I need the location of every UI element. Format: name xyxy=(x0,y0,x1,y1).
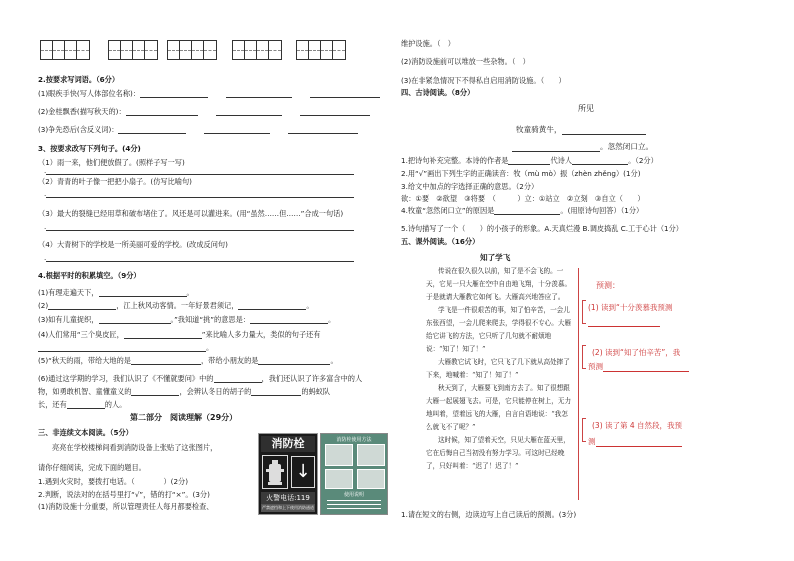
answer-blank[interactable] xyxy=(310,90,380,98)
poem-section-title: 四、古诗阅读。（8分） xyxy=(401,88,475,97)
instr-step-4 xyxy=(357,469,385,489)
sign-note: 严禁遮挡和上下使用消防通道 xyxy=(262,505,314,510)
answer-blank[interactable] xyxy=(131,357,201,365)
q4-l2: (2) ，江上秋风动客情。一年好景君须记， 。 xyxy=(38,301,314,310)
answer-blank[interactable] xyxy=(99,289,187,297)
sign-title: 消防栓 xyxy=(261,436,315,452)
answer-blank[interactable] xyxy=(38,344,206,352)
instr-title: 消防栓使用方法 xyxy=(336,437,372,443)
down-arrow-icon: ↓ xyxy=(291,456,315,488)
q2-line1: (1)眼疾手快(写人体部位名称)： xyxy=(38,90,380,98)
nonlinear-q2-1: (1)消防设施十分重要，所以管理责任人每月都要检查、 xyxy=(38,502,214,511)
reading-section-title: 五、课外阅读。（16分） xyxy=(401,237,480,246)
instr-step-3 xyxy=(325,469,353,489)
q3-s2-answer: . xyxy=(44,190,354,198)
answer-blank[interactable] xyxy=(562,127,646,135)
answer-blank[interactable] xyxy=(588,319,660,327)
q-nonlinear-title: 三、非连续文本阅读。（5分） xyxy=(38,428,133,437)
poem-line1: 牧童骑黄牛， xyxy=(516,126,646,135)
q4-l4-cont: 。 xyxy=(38,344,213,352)
writing-grid-5[interactable] xyxy=(296,40,346,60)
nonlinear-q2: 2.判断，说法对的在括号里打“√”，错的打“×”。(3分) xyxy=(38,490,210,499)
answer-line[interactable] xyxy=(46,167,354,175)
answer-blank[interactable] xyxy=(494,207,560,215)
bracket xyxy=(582,300,586,324)
q4-l3: (3)如有儿童捉织， 。”我知道“挑”的意思是： 。 xyxy=(38,315,336,324)
poem-q3-opts: 欲：①要 ②欲望 ③将要 （ ）立：①站立 ②立刻 ③自立（ ） xyxy=(401,194,645,203)
answer-blank[interactable] xyxy=(226,90,292,98)
prediction-1: (1) 读到“十分羡慕我预测 xyxy=(588,303,673,312)
q3-title: 3、按要求改写下列句子。(4分) xyxy=(38,144,141,153)
answer-blank[interactable] xyxy=(288,126,358,134)
nonlinear-p1: 亮亮在学校楼梯间看到消防设备上张贴了这张图片， xyxy=(52,443,218,452)
answer-blank[interactable] xyxy=(572,157,628,165)
prediction-3: (3) 读了第 4 自然段，我预 xyxy=(592,421,683,430)
answer-blank[interactable] xyxy=(126,108,198,116)
answer-blank[interactable] xyxy=(512,144,600,152)
nonlinear-q1: 1.遇到火灾时，要拨打电话。（ ）(2分) xyxy=(38,477,189,486)
fire-hydrant-sign xyxy=(258,433,318,515)
q4-l5: (5)“秋天的雨，带给大地的是 ，带给小朋友的是 。 xyxy=(38,356,338,365)
r-top-l1: 维护设施。（ ） xyxy=(401,39,455,48)
q3-s4: （4）大青树下的学校是一所美丽可爱的学校。(改成反问句) xyxy=(38,240,228,249)
story-para-3: 大雁教它试飞时，它只飞了几下就从高处摔了下来，地喊着：“知了！知了！” xyxy=(426,358,570,379)
prediction-1-answer xyxy=(588,318,660,327)
q2-title: 2.按要求写词语。（6分） xyxy=(38,75,120,84)
answer-line[interactable] xyxy=(46,254,354,262)
answer-blank[interactable] xyxy=(118,126,186,134)
instr-mid: 使用说明 xyxy=(343,492,364,498)
part2-heading: 第二部分 阅读理解（29分） xyxy=(130,413,238,422)
q3-s3: （3）最大的裂缝已经用草和破布堵住了。风还是可以灌进来。(用“虽然……但……”合成一句话) xyxy=(38,209,344,218)
answer-blank[interactable] xyxy=(603,364,689,372)
r-top-l3: (3)在非紧急情况下不得私自启用消防设施。（ ） xyxy=(401,76,566,85)
answer-blank[interactable] xyxy=(67,401,105,409)
writing-grid-3[interactable] xyxy=(167,40,217,60)
q3-s2: （2）青青的叶子像一把把小扇子。(仿写比喻句) xyxy=(38,177,192,186)
answer-blank[interactable] xyxy=(124,331,202,339)
poem-q3: 3.给文中加点的字选择正确的意思。（2分） xyxy=(401,182,539,191)
q2-line3: (3)争先恐后(含反义词)： xyxy=(38,126,358,134)
answer-blank[interactable] xyxy=(204,126,270,134)
q4-l1: (1)有理走遍天下， 。 xyxy=(38,288,194,297)
story-title: 知了学飞 xyxy=(480,253,511,262)
q4-l4: (4)人们常用“三个臭皮匠， ”来比喻人多力量大，类似的句子还有 xyxy=(38,330,321,339)
poem-line2: 。忽然闭口立。 xyxy=(512,143,653,152)
answer-blank[interactable] xyxy=(216,108,282,116)
r-top-l2: (2)消防设施前可以堆放一些杂物。（ ） xyxy=(401,57,530,66)
story-para-2: 学飞是一件很艰苦的事，知了怕辛苦，一会儿东张西望，一会儿爬来爬去，学得很不专心。大雁给它讲飞的方法，它只听了几句就不耐烦地说：“知了！知了！” xyxy=(426,306,572,353)
q3-s3-answer: . xyxy=(44,223,354,231)
q4-l6-cont: 物，如勇敢机智、童懂童义的 ，会辨认冬日的胡子的 的蚂蚁队 xyxy=(38,387,331,396)
answer-blank[interactable] xyxy=(258,357,330,365)
answer-line[interactable] xyxy=(46,190,354,198)
hydrant-instructions-image xyxy=(320,433,388,515)
writing-grid-2[interactable] xyxy=(108,40,158,60)
reading-q1: 1.请在短文的右侧，边读边写上自己读后的预测。(3分) xyxy=(401,510,577,519)
story-para-4: 秋天到了，大雁要飞到南方去了。知了很想跟大雁一起展翅飞去。可是，它只能停在树上，无力地叫着，望着远飞的大雁，自言自语地说：“我怎么就飞不了呢？” xyxy=(426,384,572,431)
nonlinear-p2: 请你仔细阅读，完成下面的题目。 xyxy=(38,463,146,472)
answer-blank[interactable] xyxy=(508,157,550,165)
answer-blank[interactable] xyxy=(131,388,179,396)
divider-line xyxy=(578,268,579,500)
prediction-2: (2) 读到“知了怕辛苦”，我 xyxy=(592,348,681,357)
q4-l6-end: 长，还有 的人。 xyxy=(38,400,127,409)
poem-q2: 2.用“√”画出下列生字的正确读音：牧（mù mò）振（zhèn zhěng）(1分) xyxy=(401,169,641,178)
writing-grid-1[interactable] xyxy=(40,40,90,60)
answer-blank[interactable] xyxy=(596,439,682,447)
story-para-1: 传说在很久很久以前，知了是不会飞的。一天，它见一只大雁在空中自由地飞翔，十分羡慕。于是就请大雁教它如何飞。大雁高兴地答应了。 xyxy=(426,267,572,301)
q4-title: 4.根据平时的积累填空。（9分） xyxy=(38,271,141,280)
fire-phone: 火警电话:119 xyxy=(261,492,315,504)
instr-step-2 xyxy=(357,444,385,466)
hydrant-icon xyxy=(262,455,288,489)
answer-line[interactable] xyxy=(46,223,354,231)
story-para-5: 这时候，知了望着天空，只见大雁在蓝天里，它在后悔自己当初没有努力学习。可这时已经晚了，只好叫着：“迟了！迟了！” xyxy=(426,436,570,470)
poem-q1: 1.把诗句补充完整。本诗的作者是 代诗人 。（2分） xyxy=(401,156,658,165)
answer-blank[interactable] xyxy=(48,302,116,310)
answer-blank[interactable] xyxy=(238,302,306,310)
prediction-label: 预测： xyxy=(596,281,620,290)
answer-blank[interactable] xyxy=(251,388,301,396)
instr-line xyxy=(327,504,381,505)
writing-grid-4[interactable] xyxy=(232,40,282,60)
poem-q5: 5.诗句描写了一个（ ）的小孩子的形象。A.天真烂漫 B.调皮捣乱 C.工于心计（1分） xyxy=(401,224,683,233)
q3-s4-answer: . xyxy=(44,254,354,262)
q2-line2: (2)金桂飘香(描写秋天的)： xyxy=(38,108,370,116)
prediction-3-answer: 测 xyxy=(588,436,682,447)
bracket xyxy=(582,418,586,442)
answer-blank[interactable] xyxy=(99,316,171,324)
q3-s1: （1）雨一来，他们便放假了。(照样子写一写) xyxy=(38,158,185,167)
answer-blank[interactable] xyxy=(250,316,328,324)
instr-step-1 xyxy=(325,444,353,466)
instr-line xyxy=(327,500,381,501)
story-text xyxy=(426,265,572,473)
q4-l6: (6)通过这学期的学习，我们认识了《不懂就要问》中的 ，我们还认识了许多富含中的人 xyxy=(38,374,363,383)
poem-title: 所见 xyxy=(578,104,594,113)
instr-line xyxy=(327,508,381,509)
answer-blank[interactable] xyxy=(300,108,370,116)
answer-blank[interactable] xyxy=(214,375,262,383)
answer-blank[interactable] xyxy=(140,90,208,98)
q3-s1-answer: . xyxy=(44,167,354,175)
bracket xyxy=(582,345,586,369)
prediction-2-answer: 预测 xyxy=(588,361,689,372)
poem-q4: 4.牧童“忽然闭口立”的原因是 。(用原诗句回答）（1分） xyxy=(401,206,644,215)
